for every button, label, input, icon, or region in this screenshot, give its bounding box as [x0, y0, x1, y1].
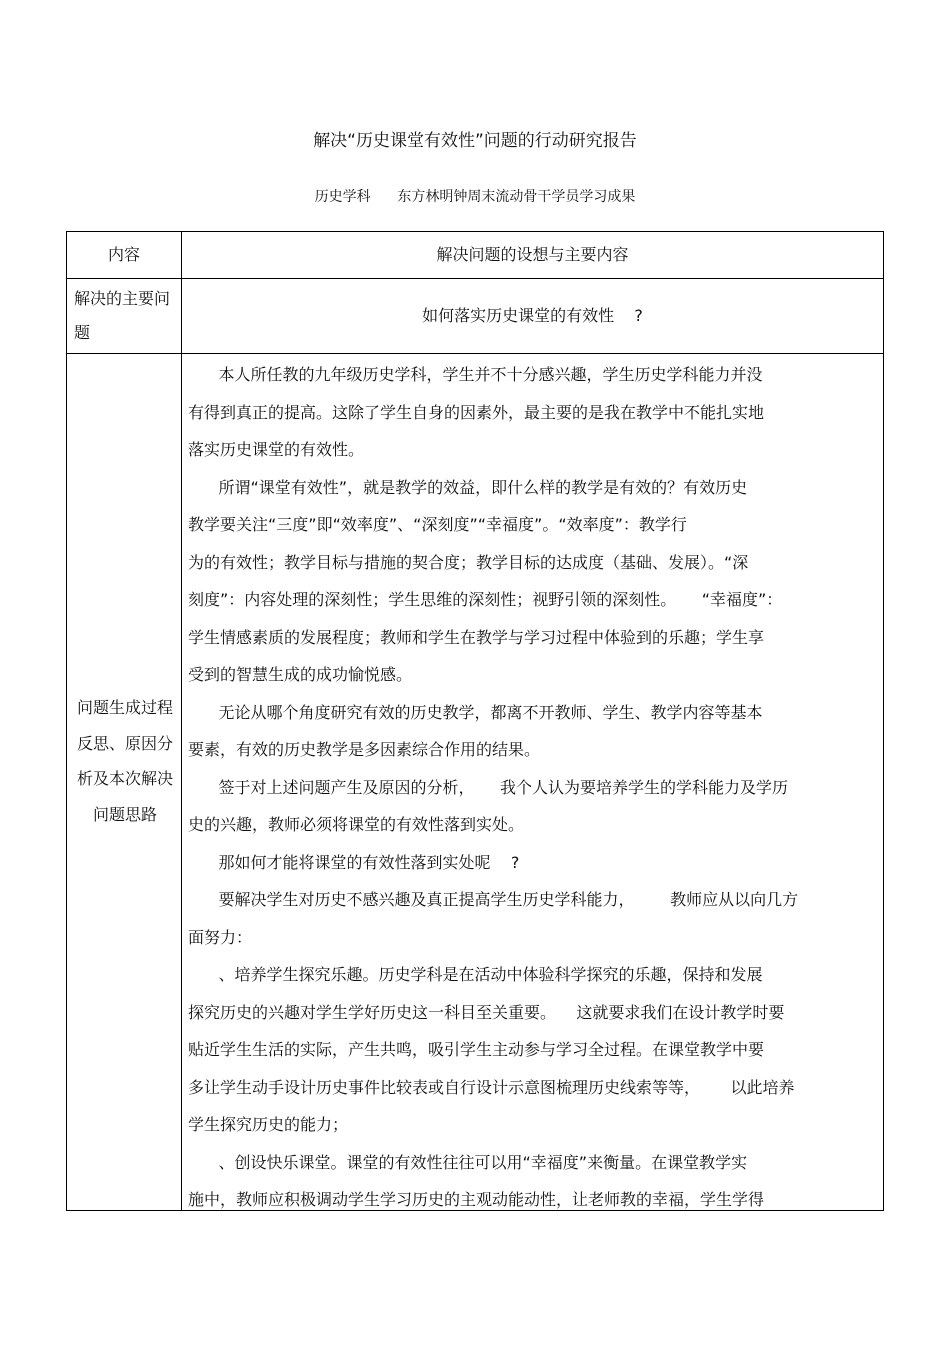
- text-line: 施中，教师应积极调动学生学习历史的主观动能动性，让老师教的幸福，学生学得: [188, 1190, 765, 1209]
- text-line: 面努力：: [188, 927, 253, 947]
- text-line: 有得到真正的提高。这除了学生自身的因素外，最主要的是我在教学中不能扎实地: [188, 402, 765, 422]
- text-line: 、培养学生探究乐趣。历史学科是在活动中体验科学探究的乐趣，保持和发展: [188, 965, 763, 984]
- header-main-label: 解决问题的设想与主要内容: [436, 245, 629, 264]
- text-line: 所谓“课堂有效性”，就是教学的效益，即什么样的教学是有效的？有效历史: [188, 477, 748, 497]
- document-subtitle: 历史学科 东方林明钟周末流动骨干学员学习成果: [314, 189, 636, 205]
- report-table: [66, 231, 884, 1211]
- text-line: 受到的智慧生成的成功愉悦感。: [188, 665, 413, 684]
- text-line: 无论从哪个角度研究有效的历史教学，都离不开教师、学生、教学内容等基本: [188, 702, 763, 722]
- document-title: 解决“历史课堂有效性”问题的行动研究报告: [313, 131, 637, 151]
- reflection-row-label: 问题生成过程反思、原因分析及本次解决问题思路: [76, 698, 173, 824]
- text-line: 刻度”：内容处理的深刻性；学生思维的深刻性；视野引领的深刻性。 “幸福度”：: [188, 590, 783, 609]
- problem-row-label: 解决的主要问题: [74, 289, 171, 342]
- text-line: 要素，有效的历史教学是多因素综合作用的结果。: [188, 740, 541, 759]
- text-line: 学生探究历史的能力；: [188, 1115, 349, 1134]
- text-line: 、创设快乐课堂。课堂的有效性往往可以用“幸福度”来衡量。在课堂教学实: [188, 1152, 748, 1172]
- text-line: 要解决学生对历史不感兴趣及真正提高学生历史学科能力， 教师应从以向几方: [188, 890, 799, 909]
- text-line: 为的有效性；教学目标与措施的契合度；教学目标的达成度（基础、发展）。“深: [188, 552, 749, 572]
- problem-row-content: 如何落实历史课堂的有效性 ?: [422, 306, 643, 325]
- text-line: 教学要关注“三度”即“效率度”、“深刻度”“幸福度”。“效率度”：教学行: [188, 515, 687, 534]
- text-line: 史的兴趣，教师必须将课堂的有效性落到实处。: [188, 815, 525, 834]
- text-line: 多让学生动手设计历史事件比较表或自行设计示意图梳理历史线索等等， 以此培养: [188, 1077, 795, 1097]
- text-line: 落实历史课堂的有效性。: [188, 440, 365, 459]
- column-divider: [181, 232, 182, 1210]
- text-line: 学生情感素质的发展程度；教师和学生在教学与学习过程中体验到的乐趣；学生享: [188, 627, 765, 647]
- text-line: 贴近学生生活的实际，产生共鸣，吸引学生主动参与学习全过程。在课堂教学中要: [188, 1040, 765, 1059]
- text-line: 本人所任教的九年级历史学科，学生并不十分感兴趣，学生历史学科能力并没: [188, 365, 763, 384]
- header-content-label: 内容: [107, 245, 140, 264]
- text-line: 探究历史的兴趣对学生学好历史这一科目至关重要。 这就要求我们在设计教学时要: [188, 1002, 785, 1022]
- text-line: 那如何才能将课堂的有效性落到实处呢 ?: [188, 852, 520, 872]
- row-divider: [67, 353, 883, 354]
- text-line: 签于对上述问题产生及原因的分析， 我个人认为要培养学生的学科能力及学历: [188, 777, 788, 797]
- reflection-row-content: [188, 356, 878, 1219]
